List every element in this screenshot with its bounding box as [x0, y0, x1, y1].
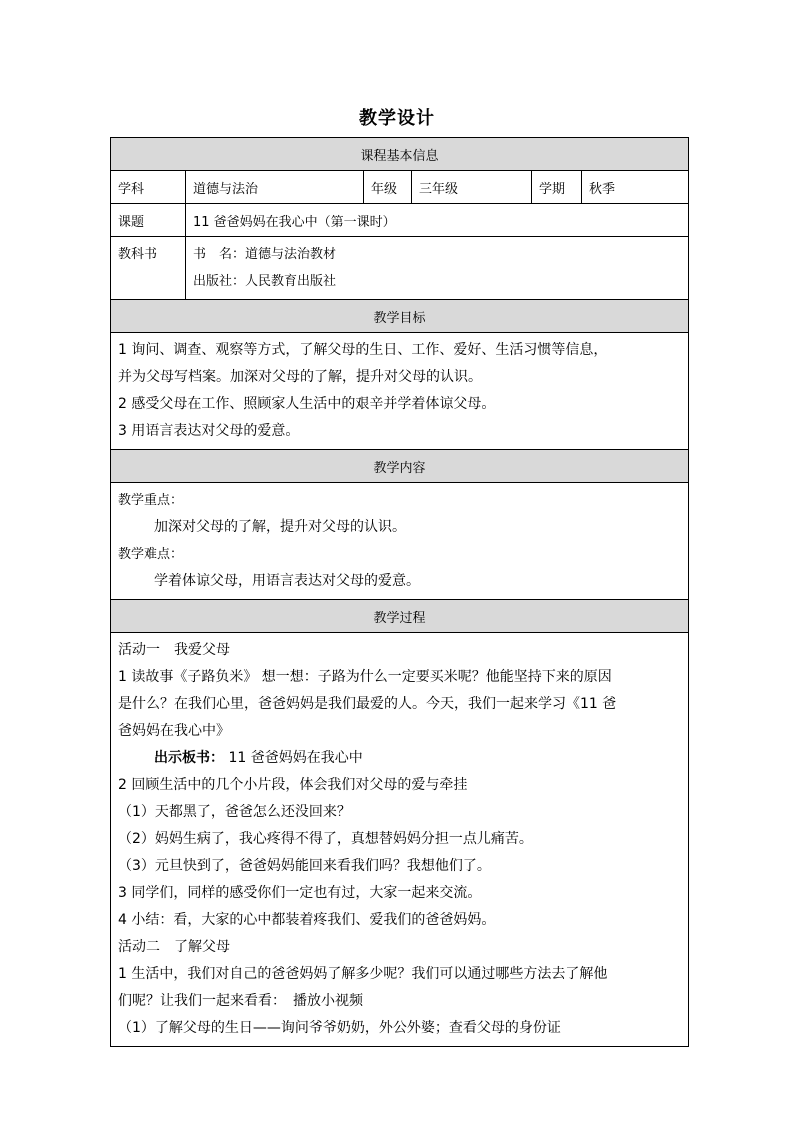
process-line: 2 回顾生活中的几个小片段，体会我们对父母的爱与牵挂: [118, 777, 468, 793]
board-label: 出示板书：: [154, 750, 224, 766]
grade-value: 三年级: [412, 171, 532, 204]
process-header: 教学过程: [111, 600, 689, 633]
textbook-row: [111, 237, 689, 300]
goals-row: [111, 333, 689, 450]
content-body: [111, 483, 689, 600]
board-line: [118, 745, 681, 772]
process-line: 爸妈妈在我心中》: [118, 723, 230, 739]
book-name: 书 名：道德与法治教材: [193, 247, 337, 262]
goals-header: 教学目标: [111, 300, 689, 333]
subject-label: 学科: [111, 171, 186, 204]
difficulty-text: 学着体谅父母，用语言表达对父母的爱意。: [154, 573, 420, 589]
process-line: （3）元旦快到了，爸爸妈妈能回来看我们吗？我想他们了。: [118, 858, 491, 874]
textbook-value: [186, 237, 689, 300]
process-line: 3 同学们，同样的感受你们一定也有过，大家一起来交流。: [118, 885, 482, 901]
key-point-text: 加深对父母的了解，提升对父母的认识。: [154, 519, 406, 535]
activity-title: 活动二 了解父母: [118, 939, 230, 955]
activity-title: 活动一 我爱父母: [118, 642, 230, 658]
goal-line: 并为父母写档案。加深对父母的了解，提升对父母的认识。: [118, 369, 482, 385]
content-header: 教学内容: [111, 450, 689, 483]
board-text: 11 爸爸妈妈在我心中: [224, 750, 363, 766]
process-line: （1）了解父母的生日——询问爷爷奶奶，外公外婆；查看父母的身份证: [118, 1020, 561, 1036]
document-title: 教学设计: [359, 108, 435, 129]
goal-line: 1 询问、调查、观察等方式，了解父母的生日、工作、爱好、生活习惯等信息，: [118, 342, 608, 358]
difficulty-label: 教学难点：: [118, 547, 184, 562]
textbook-label: 教科书: [111, 237, 186, 300]
process-body: [111, 633, 689, 1047]
lesson-plan-table: [110, 137, 689, 1047]
process-line: 1 读故事《子路负米》 想一想：子路为什么一定要买米呢？他能坚持下来的原因: [118, 669, 612, 685]
term-value: 秋季: [582, 171, 689, 204]
process-row: [111, 633, 689, 1047]
goal-line: 3 用语言表达对父母的爱意。: [118, 423, 300, 439]
basic-info-header: 课程基本信息: [111, 138, 689, 171]
publisher: 出版社：人民教育出版社: [193, 274, 337, 289]
key-point-label: 教学重点：: [118, 493, 184, 508]
process-line: 4 小结：看，大家的心中都装着疼我们、爱我们的爸爸妈妈。: [118, 912, 496, 928]
process-line: （1）天都黑了，爸爸怎么还没回来？: [118, 804, 351, 820]
topic-label: 课题: [111, 204, 186, 237]
process-line: 1 生活中，我们对自己的爸爸妈妈了解多少呢？我们可以通过哪些方法去了解他: [118, 966, 608, 982]
process-line: 是什么？在我们心里，爸爸妈妈是我们最爱的人。今天，我们一起来学习《11 爸: [118, 696, 617, 712]
basic-info-row: [111, 171, 689, 204]
grade-label: 年级: [364, 171, 412, 204]
process-line: （2）妈妈生病了，我心疼得不得了，真想替妈妈分担一点儿痛苦。: [118, 831, 533, 847]
process-line: 们呢？让我们一起来看看： 播放小视频: [118, 993, 363, 1009]
topic-row: [111, 204, 689, 237]
content-row: [111, 483, 689, 600]
topic-value: 11 爸爸妈妈在我心中（第一课时）: [186, 204, 689, 237]
goal-line: 2 感受父母在工作、照顾家人生活中的艰辛并学着体谅父母。: [118, 396, 496, 412]
goals-body: [111, 333, 689, 450]
term-label: 学期: [532, 171, 582, 204]
subject-value: 道德与法治: [186, 171, 364, 204]
